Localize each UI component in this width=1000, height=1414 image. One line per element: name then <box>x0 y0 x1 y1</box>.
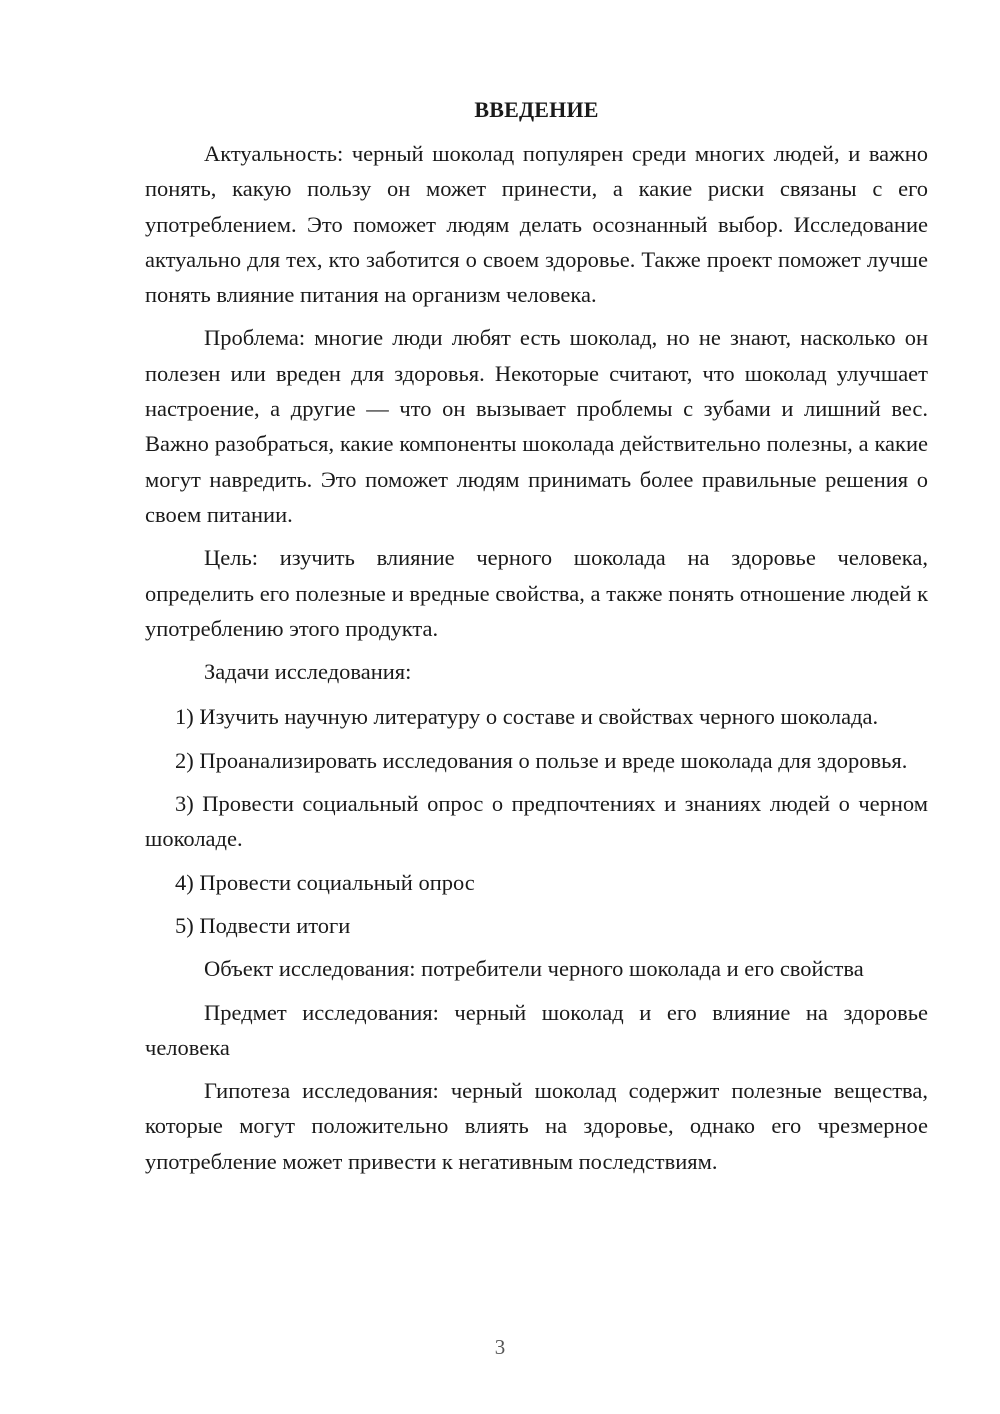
hypothesis-paragraph: Гипотеза исследования: черный шоколад содержит полезные вещества, которые могут положительно влиять на здоровье, однако его чрезмерное употребление может привести к негативным последствиям. <box>145 1078 928 1174</box>
relevance-paragraph: Актуальность: черный шоколад популярен среди многих людей, и важно понять, какую пользу он может принести, а какие риски связаны с его употреблением. Это поможет людям делать осознанный выбор. Исследование актуально для тех, кто заботится о своем здоровье. Также проект поможет лучше понять влияние питания на организм человека. <box>145 141 928 308</box>
problem-paragraph: Проблема: многие люди любят есть шоколад, но не знают, насколько он полезен или вреден для здоровья. Некоторые считают, что шоколад улучшает настроение, а другие — что он вызывает проблемы с зубами и лишний вес. Важно разобраться, какие компоненты шоколада действительно полезны, а какие могут навредить. Это поможет людям принимать более правильные решения о своем питании. <box>145 325 928 527</box>
task-item-2: 2) Проанализировать исследования о пользе и вреде шоколада для здоровья. <box>175 747 908 773</box>
document-page <box>145 94 928 1187</box>
task-item-3: 3) Провести социальный опрос о предпочтениях и знаниях людей о черном шоколаде. <box>145 791 928 852</box>
goal-paragraph: Цель: изучить влияние черного шоколада на здоровье человека, определить его полезные и вредные свойства, а также понять отношение людей к употреблению этого продукта. <box>145 545 928 641</box>
task-item-1: 1) Изучить научную литературу о составе и свойствах черного шоколада. <box>175 704 879 730</box>
task-item-5: 5) Подвести итоги <box>175 912 351 938</box>
page-title: ВВЕДЕНИЕ <box>474 97 599 122</box>
subject-paragraph: Предмет исследования: черный шоколад и его влияние на здоровье человека <box>145 999 928 1060</box>
object-paragraph: Объект исследования: потребители черного шоколада и его свойства <box>204 956 864 982</box>
page-number: 3 <box>494 1335 506 1359</box>
task-item-4: 4) Провести социальный опрос <box>175 869 475 895</box>
tasks-heading: Задачи исследования: <box>204 659 412 685</box>
